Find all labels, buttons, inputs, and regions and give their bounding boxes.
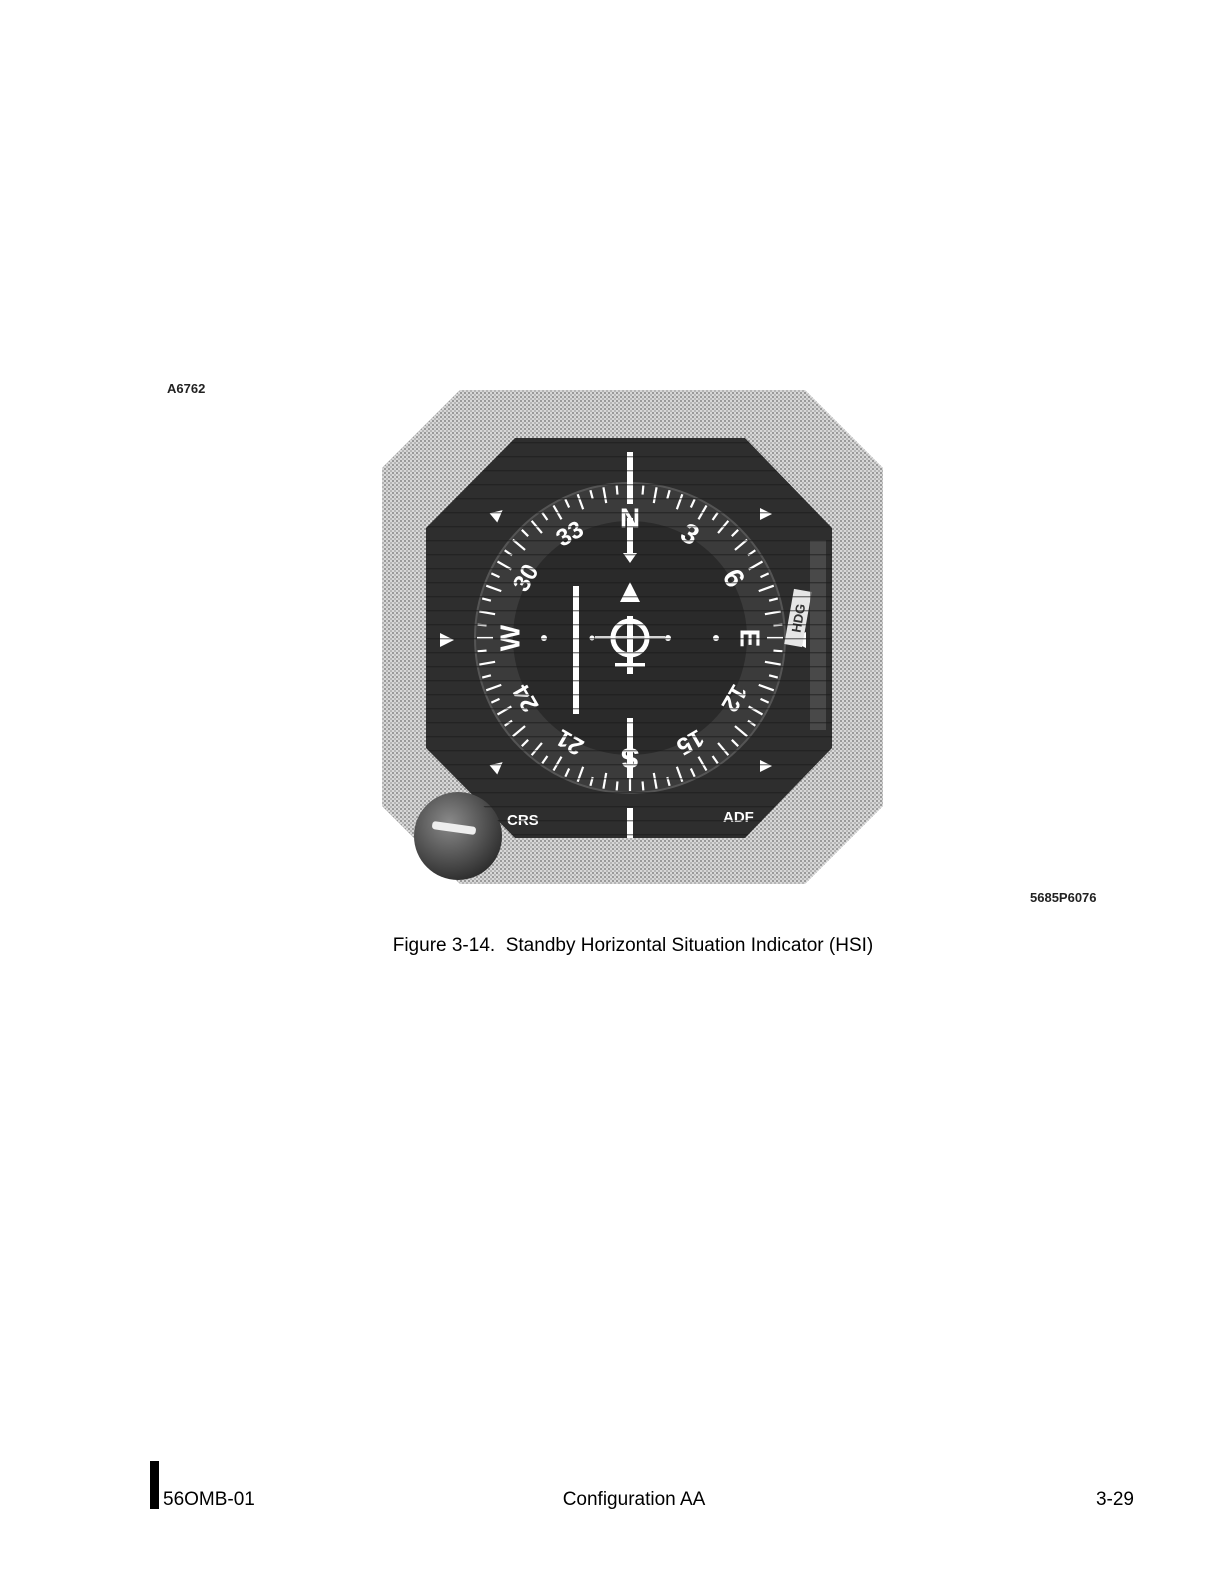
footer-configuration: Configuration AA bbox=[562, 1489, 706, 1510]
hsi-illustration bbox=[380, 388, 885, 886]
hsi-photo bbox=[380, 388, 885, 886]
figure-caption: Figure 3-14. Standby Horizontal Situation Indicator (HSI) bbox=[392, 935, 874, 956]
footer-page-number: 3-29 bbox=[1095, 1489, 1134, 1510]
figure-id-bottom: 5685P6076 bbox=[1030, 890, 1097, 905]
figure-id-top: A6762 bbox=[167, 381, 206, 396]
footer-doc-id: 56OMB-01 bbox=[163, 1489, 255, 1510]
